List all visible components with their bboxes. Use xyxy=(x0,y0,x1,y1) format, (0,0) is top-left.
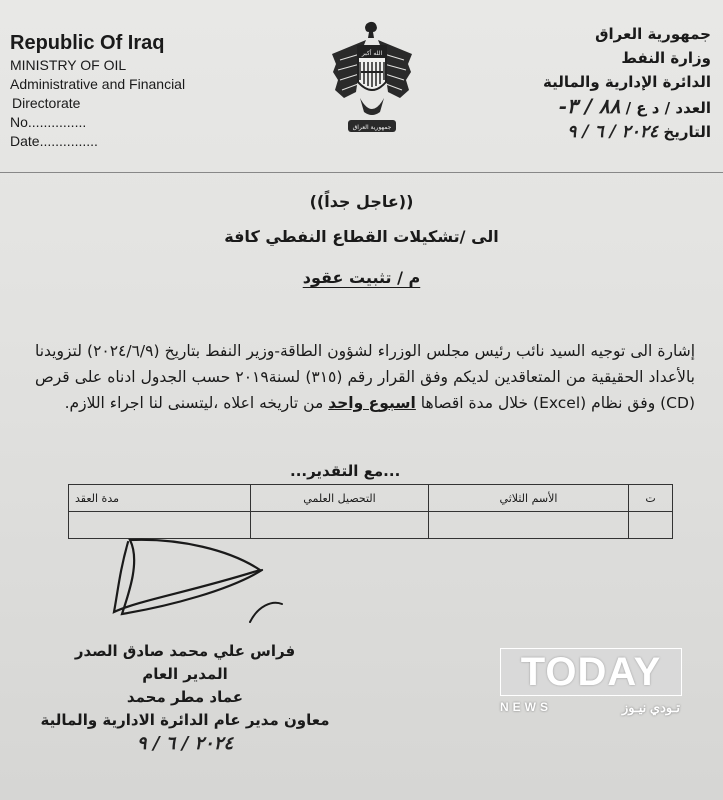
watermark-brand: TODAY xyxy=(500,648,682,696)
signatory-title: المدير العام xyxy=(142,665,228,683)
ministry-name-ar: وزارة النفط xyxy=(621,49,711,67)
directorate-en-2: Directorate xyxy=(12,95,81,111)
iraq-emblem-icon xyxy=(330,20,414,142)
header-divider xyxy=(0,172,723,173)
body-text-part2: من تاريخه اعلاه ،ليتسنى لنا اجراء اللازم. xyxy=(64,394,324,412)
signature-date: ٢٠٢٤ / ٦ / ٩ xyxy=(136,733,234,754)
document-number xyxy=(491,94,711,120)
signatory-name: فراس علي محمد صادق الصدر xyxy=(74,642,296,660)
today-news-watermark xyxy=(500,648,680,718)
document-date-label: التاريخ xyxy=(663,123,711,141)
table-header-cell: مدة العقد xyxy=(69,485,251,512)
table-cell xyxy=(629,512,673,539)
table-header-cell: ت xyxy=(629,485,673,512)
subject-line xyxy=(0,268,723,287)
signatory-block xyxy=(35,640,335,755)
emblem-inscription-bottom: جمهورية العراق xyxy=(352,124,392,131)
table-header-cell: التحصيل العلمي xyxy=(251,485,429,512)
watermark-subtitle xyxy=(500,700,680,716)
country-name-ar: جمهورية العراق xyxy=(595,25,711,43)
recipient-line: الى /تشكيلات القطاع النفطي كافة xyxy=(224,227,499,246)
document-number-label: العدد / د ع / xyxy=(625,99,711,117)
english-header xyxy=(10,30,270,151)
ministry-name-en: MINISTRY OF OIL xyxy=(10,57,127,73)
deputy-title: معاون مدير عام الدائرة الادارية والمالية xyxy=(40,711,330,729)
letter-body xyxy=(35,338,695,416)
regards-line: ...مع التقدير... xyxy=(290,462,401,480)
number-field-en: No............... xyxy=(10,114,87,130)
emblem-inscription-top: الله أكبر xyxy=(361,50,383,57)
watermark-news: NEWS xyxy=(500,700,552,714)
table-header-cell: الأسم الثلاثي xyxy=(429,485,629,512)
deputy-name: عماد مطر محمد xyxy=(126,688,244,706)
body-emphasis: اسبوع واحد xyxy=(328,394,416,412)
urgency-label: ((عاجل جداً)) xyxy=(309,192,414,211)
table-cell xyxy=(429,512,629,539)
body-text-part1: إشارة الى توجيه السيد نائب رئيس مجلس الوزراء لشؤون الطاقة-وزير النفط بتاريخ (٢٠٢٤/٦/٩) لتزويدنا بالأعداد الحقيقية من المتعاقدين لديكم وفق القرار رقم (٣١٥) لسنة٢٠١٩ حسب الجدول ادناه على قرص (CD) وفق نظام (Excel) خلال مدة اقصاها xyxy=(35,342,696,412)
document-number-value: ٨٨ / ٣- xyxy=(558,94,621,118)
table-header-row xyxy=(69,485,673,512)
arabic-header xyxy=(491,22,711,144)
document-date-value: ٢٠٢٤ / ٦ / ٩ xyxy=(567,122,659,142)
watermark-arabic: تـودي نيـوز xyxy=(621,700,680,715)
date-field-en: Date............... xyxy=(10,133,98,149)
directorate-ar: الدائرة الإدارية والمالية xyxy=(543,73,711,91)
directorate-en-1: Administrative and Financial xyxy=(10,76,186,92)
document-date xyxy=(491,120,711,144)
subject-text: م / تثبيت عقود xyxy=(302,268,421,287)
signature-icon xyxy=(100,530,290,630)
country-name-en: Republic Of Iraq xyxy=(10,32,165,54)
